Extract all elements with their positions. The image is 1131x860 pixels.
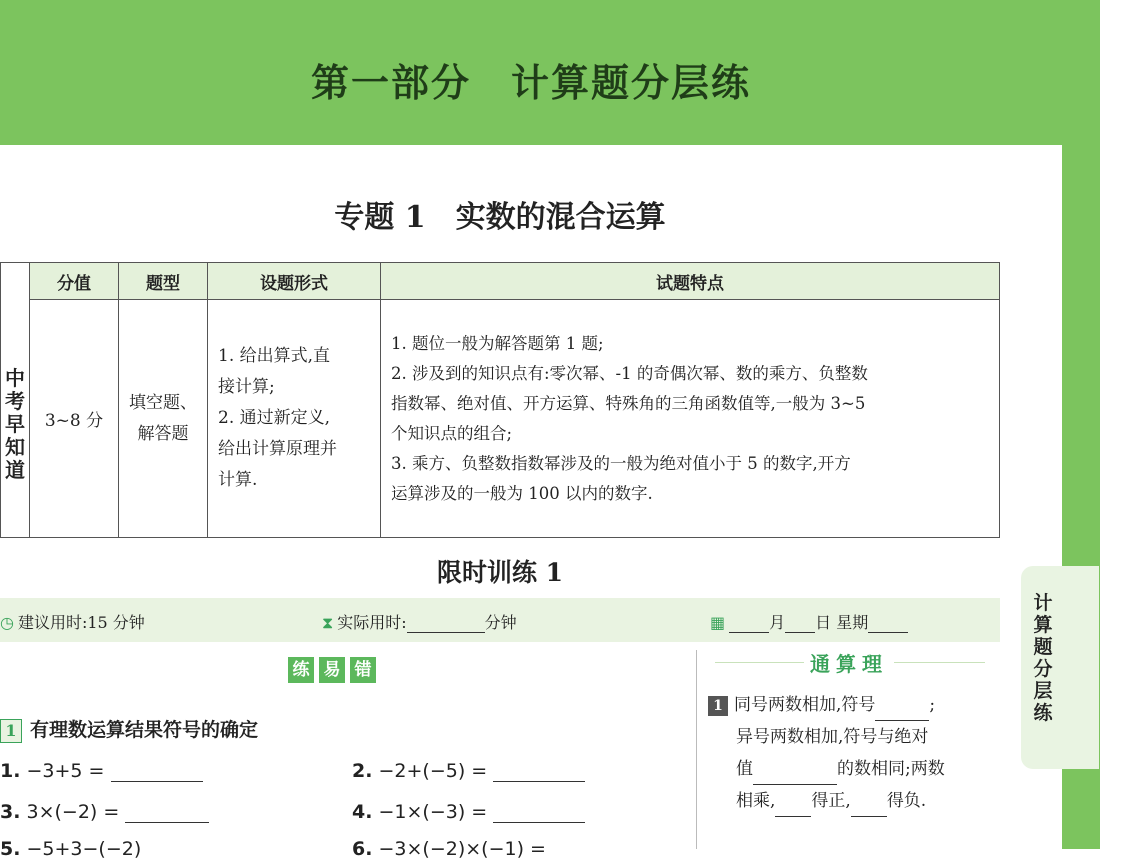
answer-blank[interactable] (111, 781, 203, 782)
section-side-tab-label (1032, 592, 1054, 724)
problem-number: 6. (352, 838, 373, 860)
exam-info-table (0, 262, 1000, 538)
side-label-char: 早 (5, 412, 25, 436)
problem-expression: −3+5 = (26, 760, 105, 782)
form-line: 2. 通过新定义, (218, 408, 331, 428)
feature-line: 1. 题位一般为解答题第 1 题; (391, 333, 604, 353)
feature-line: 运算涉及的一般为 100 以内的数字. (391, 483, 653, 503)
subtopic-heading (0, 715, 258, 743)
principle-text: ; (929, 695, 936, 715)
problem-item (352, 760, 585, 782)
form-line: 1. 给出算式,直 (218, 346, 331, 366)
time-bar (0, 598, 1000, 642)
side-tab-char: 计 (1033, 592, 1053, 614)
feature-line: 指数幂、绝对值、开方运算、特殊角的三角函数值等,一般为 3~5 (391, 393, 866, 413)
clock-icon: ◷ (0, 613, 14, 632)
principle-text: 值 (736, 759, 753, 779)
header-score: 分值 (30, 263, 119, 300)
answer-blank[interactable] (493, 822, 585, 823)
principle-text: 异号两数相加,符号与绝对 (736, 727, 929, 747)
lesson-title: 限时训练 1 (436, 558, 564, 587)
type-line: 解答题 (137, 423, 189, 444)
hourglass-icon: ⧗ (322, 613, 334, 632)
side-label-char: 中 (5, 366, 25, 390)
principle-line-3 (708, 753, 1008, 785)
problem-expression: −2+(−5) = (378, 760, 488, 782)
side-tab-char: 层 (1033, 680, 1053, 702)
actual-time-label: 实际用时: (337, 613, 407, 632)
header-form: 设题形式 (208, 263, 381, 300)
calendar-icon: ▦ (710, 613, 726, 632)
side-tab-char: 算 (1033, 614, 1053, 636)
day-label: 日 星期 (815, 613, 869, 632)
tag-char: 练 (288, 657, 314, 683)
form-cell (208, 300, 381, 538)
feature-line: 个知识点的组合; (391, 423, 513, 443)
form-line: 计算. (218, 470, 258, 490)
actual-time-blank[interactable] (407, 632, 485, 633)
side-tab-char: 分 (1033, 658, 1053, 680)
problem-number: 3. (0, 801, 21, 823)
side-label (1, 263, 30, 538)
date-field (710, 610, 908, 633)
form-line: 给出计算原理并 (218, 439, 337, 459)
side-label-char: 考 (5, 389, 25, 413)
actual-time-unit: 分钟 (484, 613, 517, 632)
feature-line: 2. 涉及到的知识点有:零次幂、-1 的奇偶次幂、数的乘方、负整数 (391, 363, 868, 383)
actual-time (322, 610, 517, 633)
problem-expression: 3×(−2) = (26, 801, 120, 823)
problem-number: 1. (0, 760, 21, 782)
suggested-time (0, 610, 145, 633)
side-tab-char: 题 (1033, 636, 1053, 658)
answer-blank[interactable] (125, 822, 209, 823)
principle-text: 得正, (811, 791, 851, 811)
problem-expression: −1×(−3) = (378, 801, 488, 823)
side-label-char: 知 (5, 435, 25, 459)
problem-item (352, 801, 585, 823)
weekday-blank[interactable] (868, 632, 908, 633)
features-cell (381, 300, 1000, 538)
form-line: 接计算; (218, 377, 275, 397)
tag-char: 易 (319, 657, 345, 683)
problem-expression: −5+3−(−2) (26, 838, 142, 860)
principle-line-4 (708, 785, 1008, 817)
type-line: 填空题、 (129, 392, 197, 413)
problem-number: 2. (352, 760, 373, 782)
header-type: 题型 (119, 263, 208, 300)
problem-item (0, 760, 203, 782)
subtopic-title: 有理数运算结果符号的确定 (30, 719, 259, 741)
principle-body (708, 689, 1008, 817)
principle-number: 1 (708, 696, 728, 716)
principle-text: 得负. (886, 791, 927, 811)
right-margin (1100, 0, 1131, 849)
problem-item (0, 838, 141, 860)
header-features: 试题特点 (381, 263, 1000, 300)
principle-line-2 (708, 721, 1008, 753)
answer-blank[interactable] (493, 781, 585, 782)
suggested-time-text: 建议用时:15 分钟 (17, 613, 145, 632)
score-cell: 3~8 分 (30, 300, 119, 538)
side-tab-char: 练 (1033, 702, 1053, 724)
month-label: 月 (769, 613, 786, 632)
part-title: 第一部分 计算题分层练 (310, 60, 751, 105)
problem-item (0, 801, 209, 823)
day-blank[interactable] (785, 632, 815, 633)
feature-line: 3. 乘方、负整数指数幂涉及的一般为绝对值小于 5 的数字,开方 (391, 453, 851, 473)
principle-text: 的数相同;两数 (837, 759, 945, 779)
principle-line-1 (708, 689, 1008, 721)
principle-title-text: 通算理 (804, 652, 894, 676)
principle-text: 同号两数相加,符号 (734, 695, 876, 715)
positive-blank[interactable] (775, 816, 811, 817)
problem-number: 5. (0, 838, 21, 860)
principle-title (698, 648, 1000, 677)
type-cell (119, 300, 208, 538)
problem-item (352, 838, 546, 860)
topic-title: 专题 1 实数的混合运算 (334, 200, 666, 235)
subtopic-number: 1 (0, 719, 22, 743)
practice-tags (288, 657, 381, 683)
principle-text: 相乘, (736, 791, 776, 811)
problem-number: 4. (352, 801, 373, 823)
problem-expression: −3×(−2)×(−1) = (378, 838, 546, 860)
side-label-char: 道 (5, 458, 25, 482)
month-blank[interactable] (729, 632, 769, 633)
negative-blank[interactable] (851, 816, 887, 817)
column-divider (696, 650, 697, 849)
tag-char: 错 (350, 657, 376, 683)
